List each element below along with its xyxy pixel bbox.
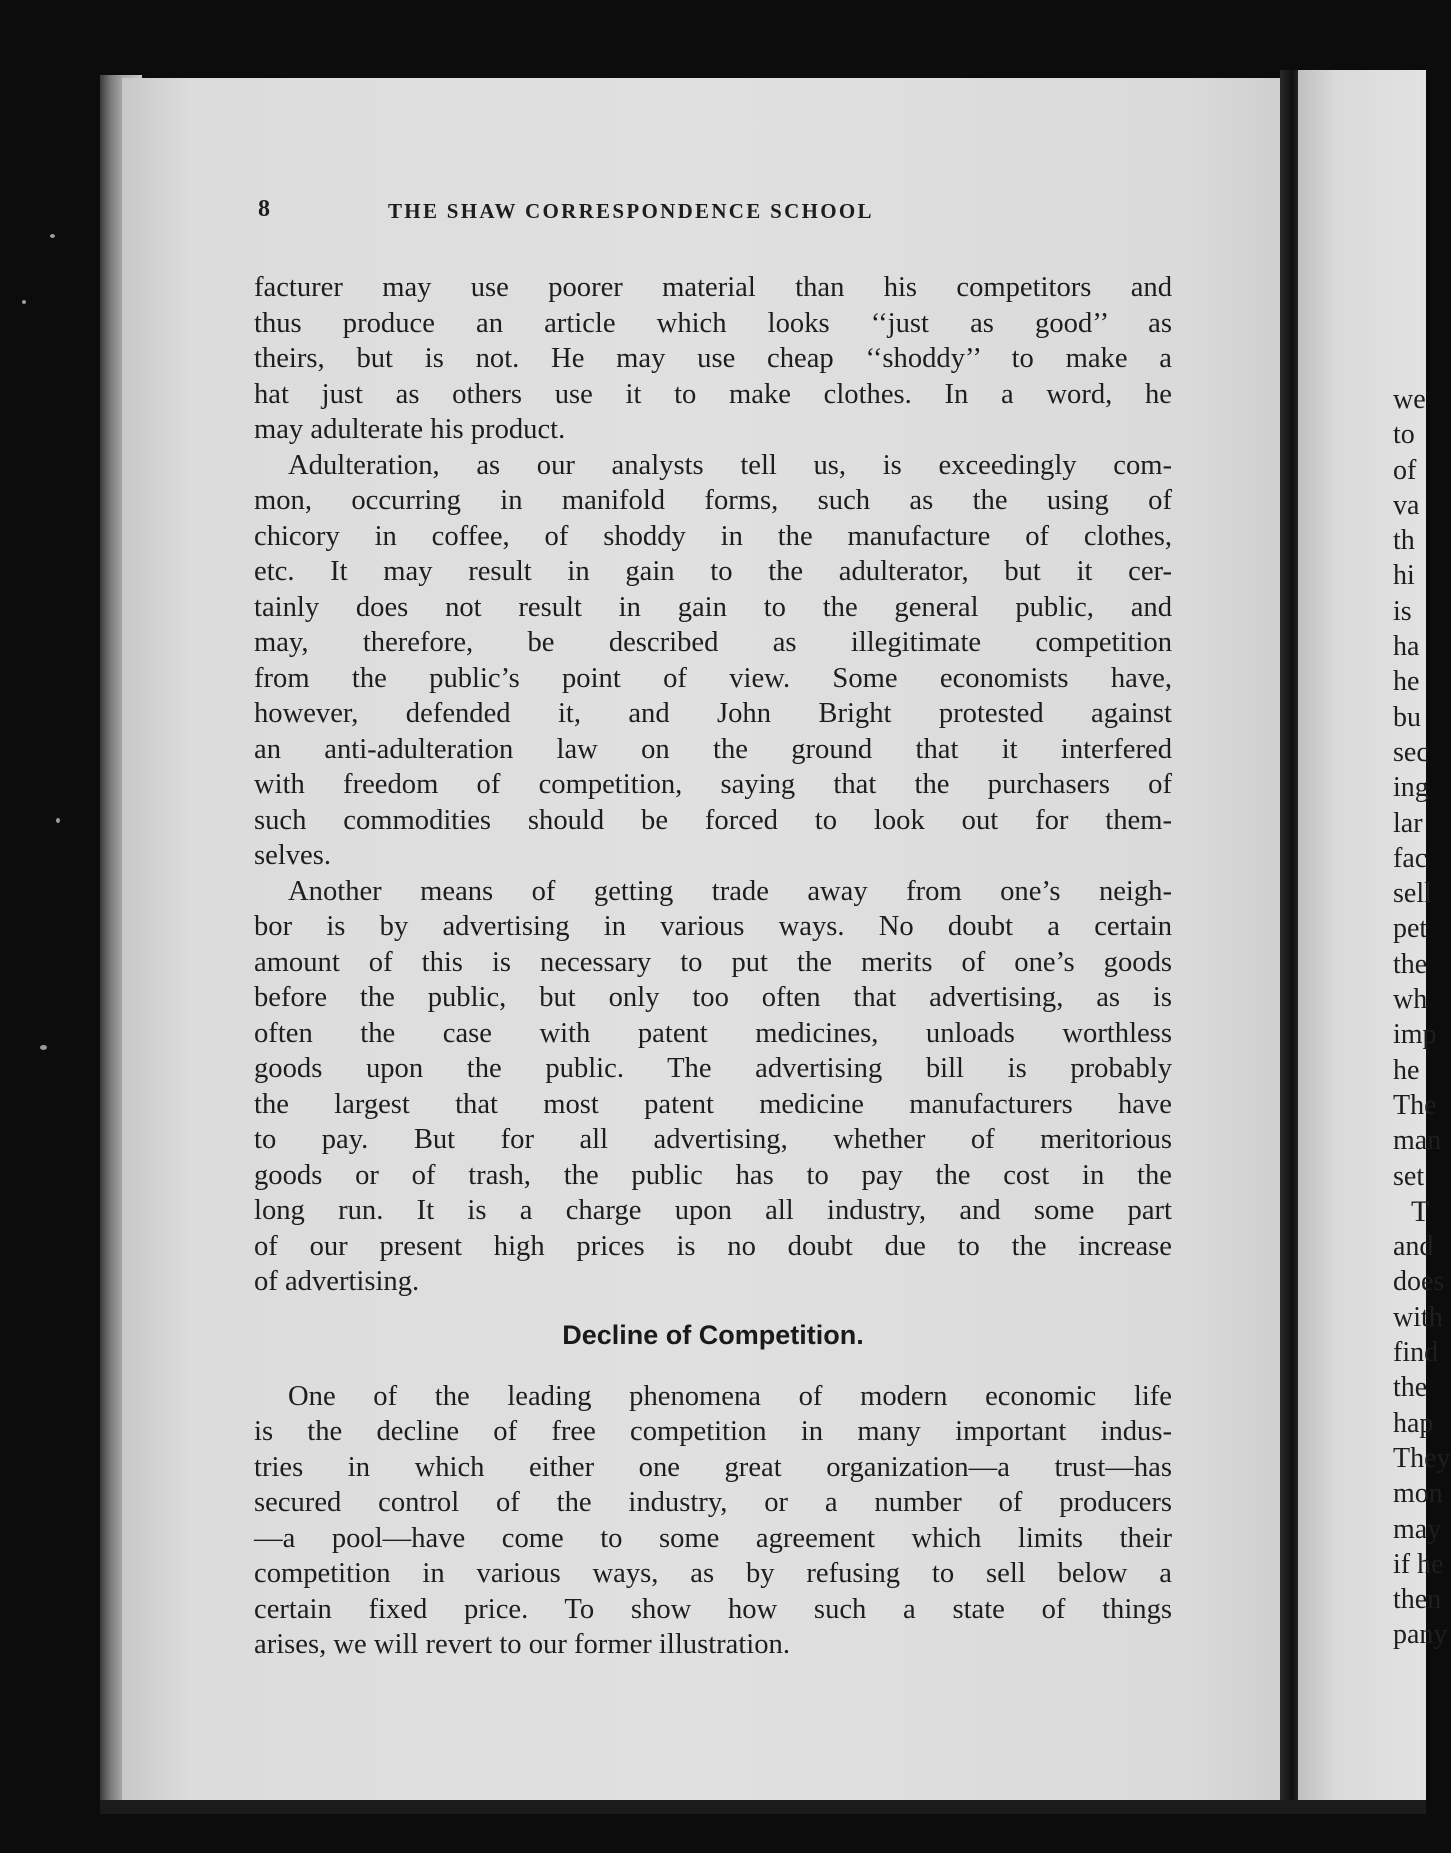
- text-line: hat just as others use it to make clothes. In a word, he: [254, 378, 1172, 410]
- right-page-fragment: does: [1393, 1266, 1445, 1298]
- right-page-fragment: pany: [1393, 1619, 1448, 1651]
- text-line: selves.: [254, 840, 332, 871]
- right-page-fragment: set: [1393, 1160, 1425, 1192]
- text-line: with freedom of competition, saying that the purchasers of: [254, 769, 1172, 800]
- page-bottom-edge: [100, 1800, 1426, 1814]
- right-page-fragment: sec: [1393, 736, 1429, 768]
- right-page-fragment: the: [1393, 1372, 1428, 1404]
- right-page-fragment: mon: [1393, 1478, 1443, 1510]
- paragraphs-before-heading: [254, 270, 1172, 1300]
- page-number: 8: [258, 196, 270, 222]
- text-line: thus produce an article which looks ‘‘just as good’’ as: [254, 307, 1172, 339]
- text-line: from the public’s point of view. Some economists have,: [254, 662, 1172, 694]
- text-line: goods or of trash, the public has to pay the cost in the: [254, 1159, 1172, 1191]
- right-page-text-fragments: [1393, 382, 1451, 1653]
- text-line: Adulteration, as our analysts tell us, is exceedingly com-: [288, 449, 1172, 481]
- text-line: chicory in coffee, of shoddy in the manufacture of clothes,: [254, 520, 1172, 552]
- text-line: long run. It is a charge upon all industry, and some part: [254, 1195, 1172, 1226]
- text-line: Another means of getting trade away from one’s neigh-: [288, 875, 1172, 907]
- right-page-fragment: then: [1393, 1584, 1442, 1616]
- text-line: to pay. But for all advertising, whether of meritorious: [254, 1124, 1172, 1155]
- right-page-fragment: ha: [1393, 631, 1420, 663]
- right-page-fragment: va: [1393, 489, 1420, 521]
- right-page-fragment: and: [1393, 1231, 1434, 1263]
- text-line: bor is by advertising in various ways. No doubt a certain: [254, 911, 1172, 942]
- right-page-fragment: The: [1393, 1089, 1437, 1121]
- right-page-fragment: of: [1393, 454, 1417, 486]
- text-line: may adulterate his product.: [254, 414, 566, 445]
- text-line: such commodities should be forced to look out for them-: [254, 804, 1172, 836]
- right-page-fragment: he: [1393, 666, 1420, 698]
- right-page-fragment: is: [1393, 595, 1412, 627]
- text-line: goods upon the public. The advertising bill is probably: [254, 1053, 1172, 1084]
- text-line: is the decline of free competition in many important indus-: [254, 1416, 1172, 1447]
- dust-speck: [50, 234, 55, 238]
- dust-speck: [56, 818, 60, 823]
- right-page-fragment: hi: [1393, 560, 1415, 592]
- right-page-fragment: with: [1393, 1301, 1443, 1333]
- text-line: certain fixed price. To show how such a state of things: [254, 1593, 1172, 1625]
- right-page-fragment: he: [1393, 1054, 1420, 1086]
- text-line: may, therefore, be described as illegitimate competition: [254, 627, 1172, 658]
- right-page-fragment: sell: [1393, 878, 1432, 910]
- text-line: tainly does not result in gain to the general public, and: [254, 591, 1172, 623]
- text-line: however, defended it, and John Bright protested against: [254, 698, 1172, 729]
- text-line: etc. It may result in gain to the adulterator, but it cer-: [254, 556, 1172, 587]
- text-line: competition in various ways, as by refusing to sell below a: [254, 1558, 1172, 1589]
- text-line: One of the leading phenomena of modern economic life: [288, 1380, 1172, 1412]
- paragraph: [254, 1379, 1172, 1663]
- paragraphs-after-heading: [254, 1379, 1172, 1663]
- right-page-fragment: bu: [1393, 701, 1421, 733]
- text-line: an anti-adulteration law on the ground that it interfered: [254, 733, 1172, 765]
- running-head: THE SHAW CORRESPONDENCE SCHOOL: [388, 199, 874, 223]
- text-line: before the public, but only too often that advertising, as is: [254, 982, 1172, 1013]
- text-line: arises, we will revert to our former illustration.: [254, 1629, 790, 1660]
- paragraph: [254, 270, 1172, 448]
- text-line: often the case with patent medicines, unloads worthless: [254, 1017, 1172, 1049]
- text-line: —a pool—have come to some agreement which limits their: [254, 1522, 1172, 1554]
- book-gutter: [1280, 70, 1300, 1810]
- paragraph: [254, 448, 1172, 874]
- right-page-fragment: imp: [1393, 1019, 1437, 1051]
- right-page-fragment: man: [1393, 1125, 1442, 1157]
- text-line: of our present high prices is no doubt due to the increase: [254, 1230, 1172, 1262]
- right-page-fragment: th: [1393, 525, 1415, 557]
- page-body: [254, 270, 1172, 1663]
- text-line: of advertising.: [254, 1266, 420, 1297]
- right-page-fragment: ing: [1393, 772, 1429, 804]
- right-page-fragment: if he: [1393, 1548, 1444, 1580]
- right-page-fragment: the: [1393, 948, 1428, 980]
- right-page-fragment: find: [1393, 1337, 1439, 1369]
- text-line: the largest that most patent medicine manufacturers have: [254, 1088, 1172, 1120]
- right-page-fragment: we: [1393, 384, 1426, 415]
- text-line: secured control of the industry, or a number of producers: [254, 1487, 1172, 1518]
- right-page-fragment: hap: [1393, 1407, 1434, 1439]
- right-page-fragment: may: [1393, 1513, 1442, 1545]
- text-line: mon, occurring in manifold forms, such as the using of: [254, 485, 1172, 516]
- right-page-fragment: wh: [1393, 984, 1428, 1016]
- text-line: tries in which either one great organization—a trust—has: [254, 1451, 1172, 1483]
- dust-speck: [40, 1045, 47, 1050]
- right-page-fragment: pet: [1393, 913, 1428, 945]
- page-header: [258, 196, 1036, 232]
- text-line: amount of this is necessary to put the merits of one’s goods: [254, 946, 1172, 978]
- right-page-fragment: T: [1411, 1194, 1430, 1228]
- section-heading-block: [254, 1300, 1172, 1379]
- text-line: facturer may use poorer material than his competitors and: [254, 272, 1172, 303]
- right-page-fragment: lar: [1393, 807, 1423, 839]
- paragraph: [254, 874, 1172, 1300]
- dust-speck: [22, 300, 26, 304]
- right-page-fragment: fac: [1393, 842, 1428, 874]
- right-page-fragment: They: [1393, 1442, 1451, 1474]
- text-line: theirs, but is not. He may use cheap ‘‘shoddy’’ to make a: [254, 343, 1172, 374]
- section-heading: Decline of Competition.: [562, 1319, 864, 1350]
- right-page-fragment: to: [1393, 419, 1415, 451]
